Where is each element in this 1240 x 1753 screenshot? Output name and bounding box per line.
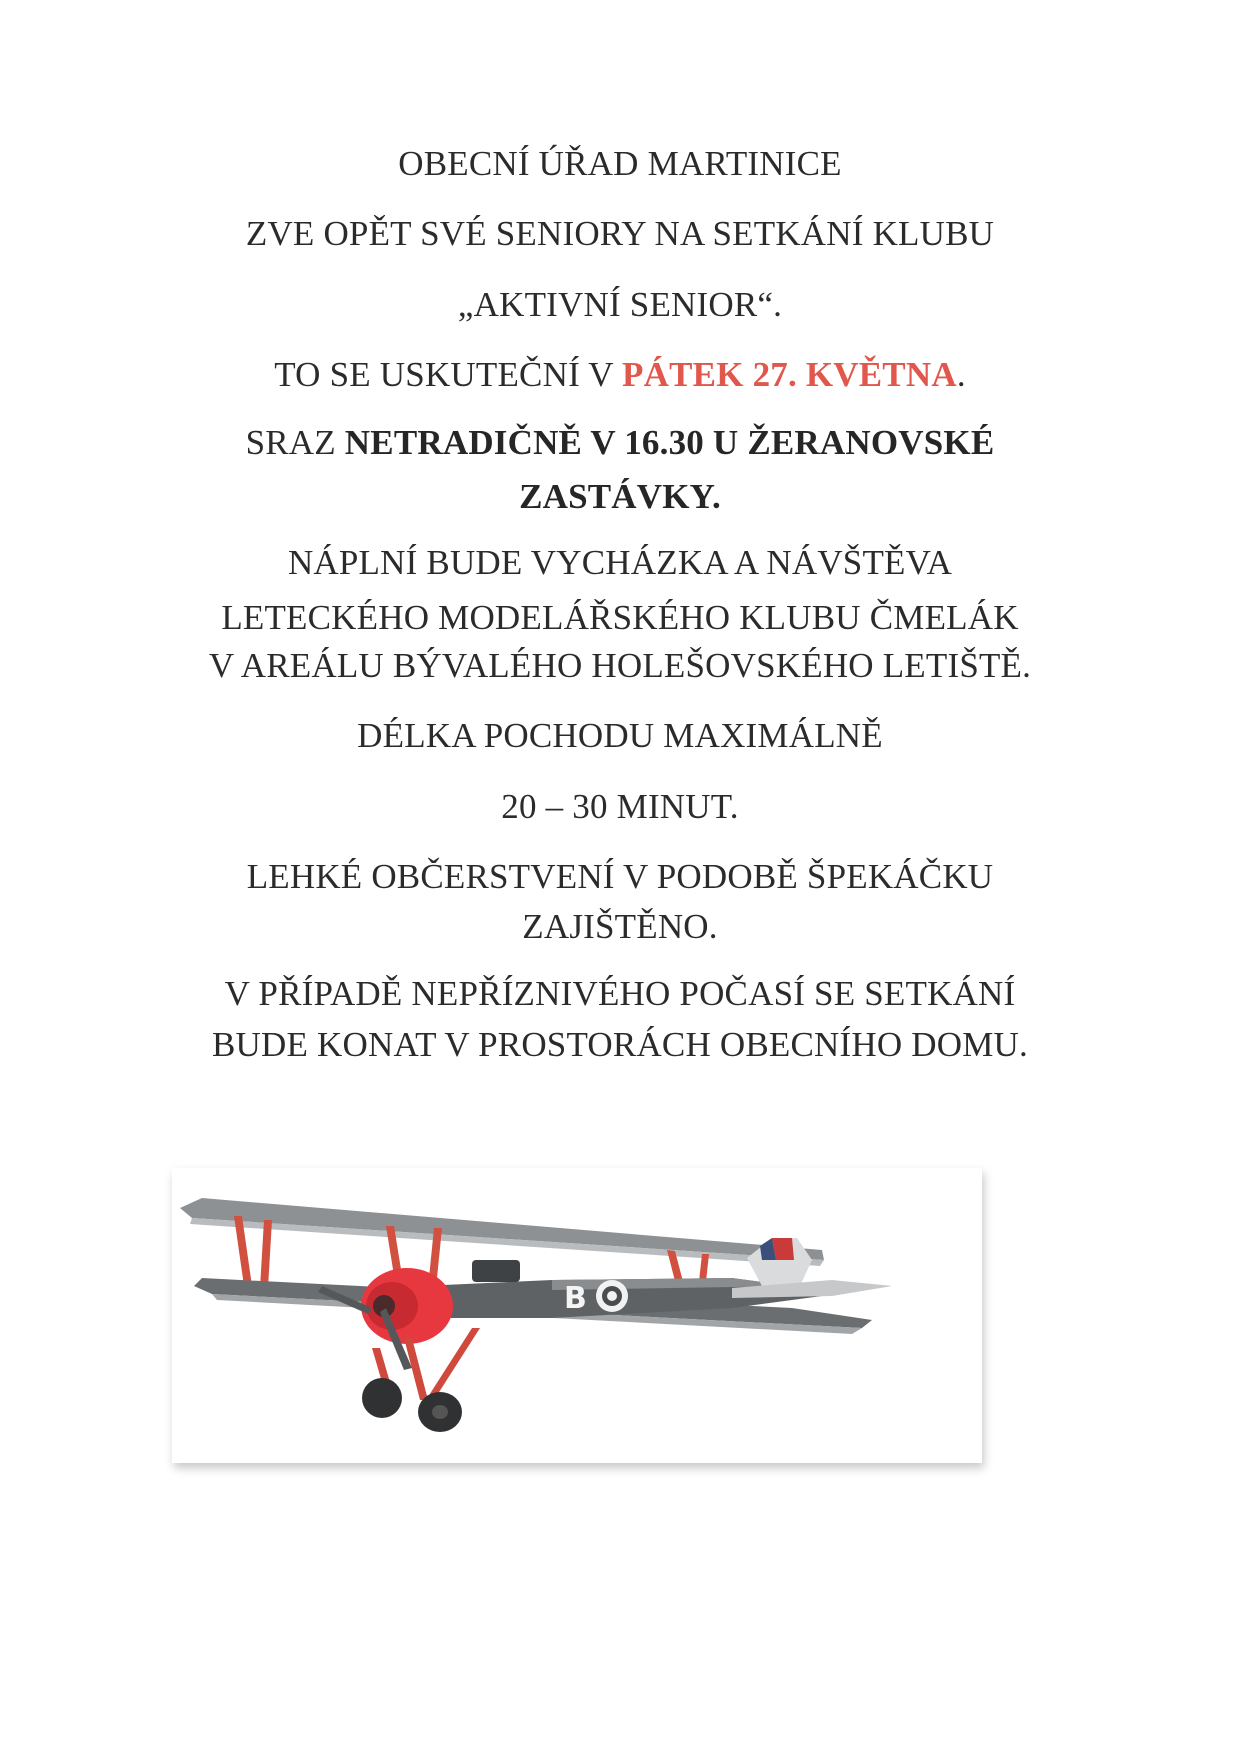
program-line-1: NÁPLNÍ BUDE VYCHÁZKA A NÁVŠTĚVA [287,543,953,582]
refreshment-line-2: ZAJIŠTĚNO. [522,907,718,946]
program-line-3: V AREÁLU BÝVALÉHO HOLEŠOVSKÉHO LETIŠTĚ. [208,646,1032,685]
meeting-stop: ZASTÁVKY. [519,477,721,516]
fuselage-marking: B [564,1281,587,1316]
meeting-line [0,421,1240,465]
club-name: „AKTIVNÍ SENIOR“. [457,285,783,324]
date-prefix: TO SE USKUTEČNÍ V [274,355,623,394]
weather-line-1: V PŘÍPADĚ NEPŘÍZNIVÉHO POČASÍ SE SETKÁNÍ [224,974,1016,1013]
date-line [0,353,1240,397]
walk-length: DÉLKA POCHODU MAXIMÁLNĚ [357,716,883,755]
meeting-time-place: NETRADIČNĚ V 16.30 U ŽERANOVSKÉ [344,423,995,462]
wheel-left [362,1378,402,1418]
event-date: PÁTEK 27. KVĚTNA [622,355,957,394]
biplane-illustration [172,1168,982,1463]
meeting-prefix: SRAZ [245,423,345,462]
office-name: OBECNÍ ÚŘAD MARTINICE [398,144,842,183]
weather-line-2: BUDE KONAT V PROSTORÁCH OBECNÍHO DOMU. [212,1025,1028,1064]
biplane-photo [172,1168,982,1463]
program-line-2: LETECKÉHO MODELÁŘSKÉHO KLUBU ČMELÁK [221,598,1019,637]
invitation-line: ZVE OPĚT SVÉ SENIORY NA SETKÁNÍ KLUBU [245,214,995,253]
refreshment-line-1: LEHKÉ OBČERSTVENÍ V PODOBĚ ŠPEKÁČKU [246,857,994,896]
date-suffix: . [956,355,966,394]
walk-duration: 20 – 30 MINUT. [501,787,739,826]
